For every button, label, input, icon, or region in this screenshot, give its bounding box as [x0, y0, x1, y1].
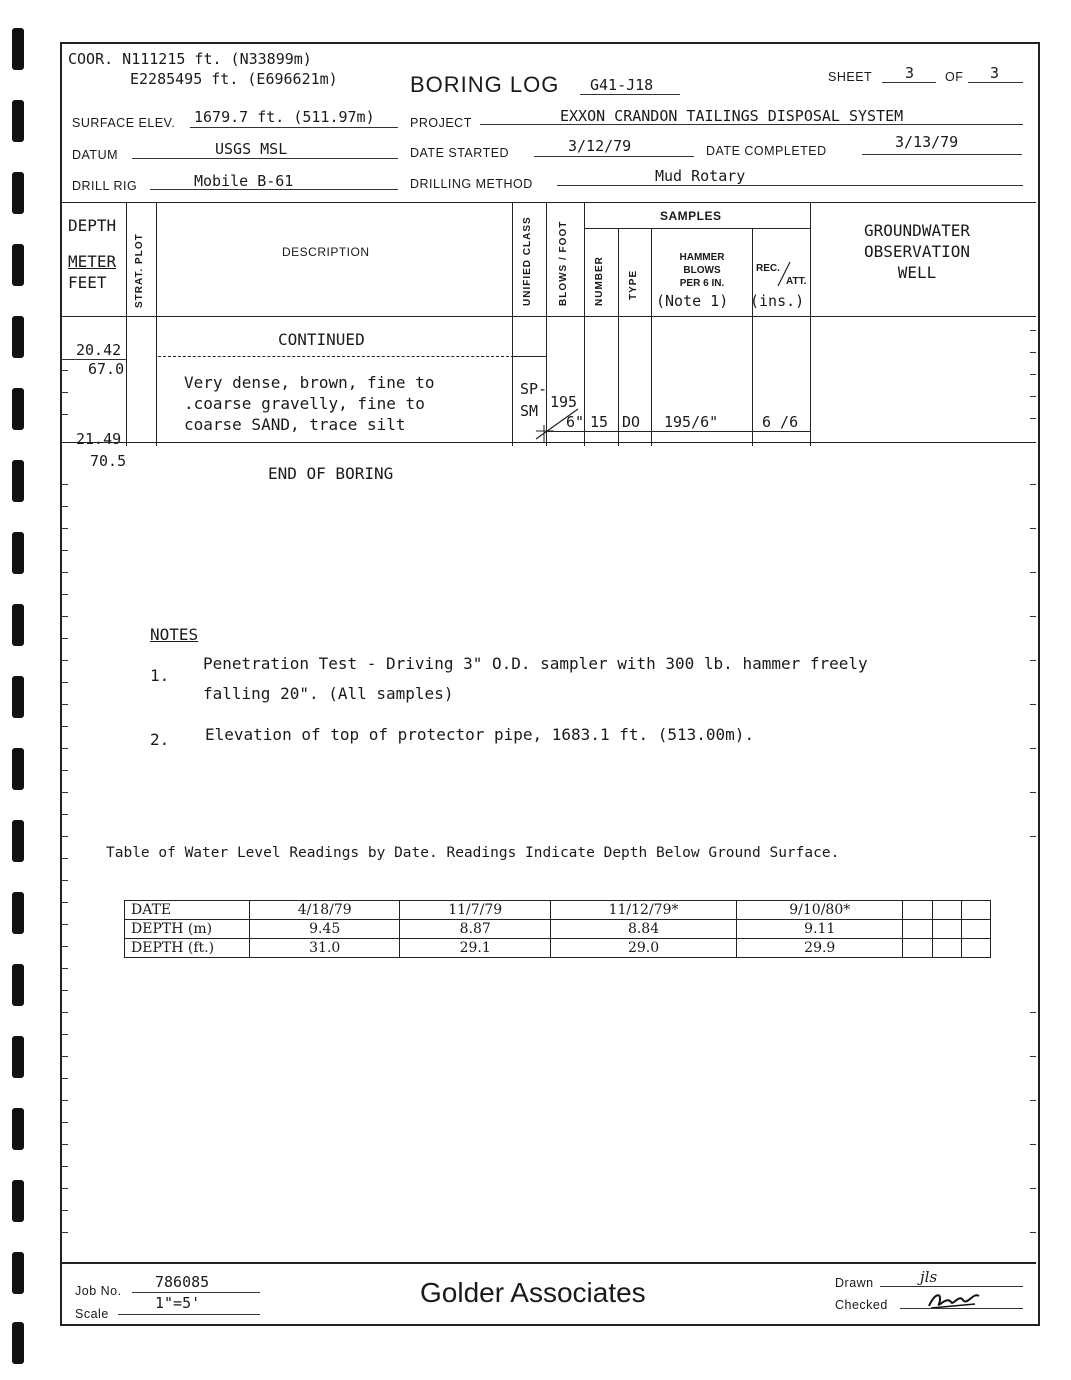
table-cell — [961, 939, 990, 958]
binder-hole — [12, 388, 24, 430]
drilling-method-label: DRILLING METHOD — [410, 177, 533, 191]
table-cell: 9.11 — [737, 920, 903, 939]
table-cell — [932, 920, 961, 939]
table-row — [125, 920, 991, 939]
end-of-boring: END OF BORING — [268, 464, 394, 483]
table-cell — [932, 901, 961, 920]
hammer-header: HAMMER BLOWS PER 6 IN. — [679, 252, 725, 289]
description-header: DESCRIPTION — [282, 245, 370, 259]
depth-top-meter: 20.42 — [76, 341, 122, 359]
feet-header: FEET — [68, 273, 107, 292]
binder-hole — [12, 460, 24, 502]
job-number-label: Job No. — [75, 1284, 122, 1298]
depth-bottom-meter: 21.49 — [76, 430, 122, 448]
continued-label: CONTINUED — [278, 330, 365, 349]
table-cell — [932, 939, 961, 958]
binder-hole — [12, 748, 24, 790]
binder-hole — [12, 964, 24, 1006]
table-cell — [903, 920, 932, 939]
surface-elev-value: 1679.7 ft. (511.97m) — [194, 108, 375, 126]
project-label: PROJECT — [410, 116, 472, 130]
company-name: Golder Associates — [420, 1277, 646, 1308]
coordinate-east: E2285495 ft. (E696621m) — [130, 70, 338, 88]
binder-hole — [12, 28, 24, 70]
of-label: OF — [945, 70, 964, 84]
depth-bottom-feet: 70.5 — [90, 452, 127, 470]
note-1-line-2: falling 20". (All samples) — [203, 684, 454, 703]
row-label: DATE — [125, 901, 250, 920]
table-cell: 8.87 — [400, 920, 550, 939]
binder-hole — [12, 676, 24, 718]
scale-label: Scale — [75, 1307, 109, 1321]
table-cell — [903, 901, 932, 920]
project-value: EXXON CRANDON TAILINGS DISPOSAL SYSTEM — [560, 107, 904, 125]
table-row — [125, 939, 991, 958]
hammer-note: (Note 1) — [656, 292, 729, 310]
note-1-line-1: Penetration Test - Driving 3" O.D. sampler with 300 lb. hammer freely — [203, 654, 868, 673]
sample-number: 15 — [590, 413, 609, 431]
binder-hole — [12, 1252, 24, 1294]
hammer-blows-value: 195/6" — [664, 413, 719, 431]
coordinate-north: COOR. N111215 ft. (N33899m) — [68, 50, 312, 68]
note-2-number: 2. — [150, 730, 170, 749]
table-cell: 9/10/80* — [737, 901, 903, 920]
drilling-method-value: Mud Rotary — [655, 167, 746, 185]
table-row — [125, 901, 991, 920]
unified-class-1: SP- — [520, 380, 548, 398]
strat-plot-header: STRAT. PLOT — [134, 233, 145, 308]
soil-description: Very dense, brown, fine to .coarse gravelly, fine to coarse SAND, trace silt — [184, 373, 435, 434]
sheet-number: 3 — [905, 64, 915, 82]
datum-label: DATUM — [72, 148, 119, 162]
rec-att-value: 6 /6 — [762, 413, 799, 431]
sample-type: DO — [622, 413, 641, 431]
binder-hole — [12, 604, 24, 646]
groundwater-header: GROUNDWATER OBSERVATION WELL — [864, 221, 970, 282]
date-started-label: DATE STARTED — [410, 146, 510, 160]
rec-att-slash — [776, 260, 792, 288]
blows-top: 195 — [550, 393, 578, 411]
binder-hole — [12, 1180, 24, 1222]
table-cell: 31.0 — [250, 939, 400, 958]
notes-title: NOTES — [150, 625, 199, 644]
checked-label: Checked — [835, 1298, 888, 1312]
date-completed-label: DATE COMPLETED — [706, 144, 827, 158]
table-cell: 4/18/79 — [250, 901, 400, 920]
drawn-value: jls — [920, 1268, 938, 1286]
page-title: BORING LOG — [410, 72, 560, 97]
scale-value: 1"=5' — [155, 1294, 201, 1312]
table-cell: 29.9 — [737, 939, 903, 958]
date-completed-value: 3/13/79 — [895, 133, 959, 151]
row-label: DEPTH (ft.) — [125, 939, 250, 958]
drill-rig-label: DRILL RIG — [72, 179, 138, 193]
binder-hole — [12, 100, 24, 142]
samples-header: SAMPLES — [660, 209, 722, 223]
boring-id: G41-J18 — [590, 76, 654, 94]
surface-elev-label: SURFACE ELEV. — [72, 116, 176, 130]
binder-hole — [12, 1108, 24, 1150]
att-header: ATT. — [786, 276, 807, 287]
date-started-value: 3/12/79 — [568, 137, 632, 155]
table-cell: 11/7/79 — [400, 901, 550, 920]
binder-hole — [12, 892, 24, 934]
drawn-label: Drawn — [835, 1276, 874, 1290]
table-cell — [903, 939, 932, 958]
sheet-label: SHEET — [828, 70, 873, 84]
meter-header: METER — [68, 252, 117, 271]
table-cell: 29.1 — [400, 939, 550, 958]
table-cell: 11/12/79* — [550, 901, 736, 920]
binder-hole — [12, 1036, 24, 1078]
binder-hole — [12, 316, 24, 358]
depth-header: DEPTH — [68, 216, 117, 235]
number-header: NUMBER — [594, 256, 605, 306]
unified-class-2: SM — [520, 402, 539, 420]
table-cell: 8.84 — [550, 920, 736, 939]
blows-bottom: 6" — [566, 413, 585, 431]
job-number-value: 786085 — [155, 1273, 210, 1291]
ins-header: (ins.) — [750, 292, 805, 310]
blows-foot-header: BLOWS / FOOT — [558, 220, 569, 306]
depth-top-feet: 67.0 — [88, 360, 125, 378]
binder-hole — [12, 172, 24, 214]
table-cell — [961, 901, 990, 920]
table-cell: 9.45 — [250, 920, 400, 939]
datum-value: USGS MSL — [215, 140, 288, 158]
drill-rig-value: Mobile B-61 — [194, 172, 294, 190]
table-cell: 29.0 — [550, 939, 736, 958]
binder-hole — [12, 820, 24, 862]
table-cell — [961, 920, 990, 939]
binder-hole — [12, 1322, 24, 1364]
type-header: TYPE — [628, 269, 639, 300]
binder-hole — [12, 532, 24, 574]
sheet-total: 3 — [990, 64, 1000, 82]
note-2-line-1: Elevation of top of protector pipe, 1683.1 ft. (513.00m). — [205, 725, 755, 744]
row-label: DEPTH (m) — [125, 920, 250, 939]
water-level-table — [124, 900, 991, 958]
rec-header: REC. — [756, 263, 780, 274]
water-table-caption: Table of Water Level Readings by Date. Readings Indicate Depth Below Ground Surface. — [106, 845, 840, 861]
binder-hole — [12, 244, 24, 286]
note-1-number: 1. — [150, 666, 170, 685]
unified-class-header: UNIFIED CLASS — [522, 216, 533, 306]
